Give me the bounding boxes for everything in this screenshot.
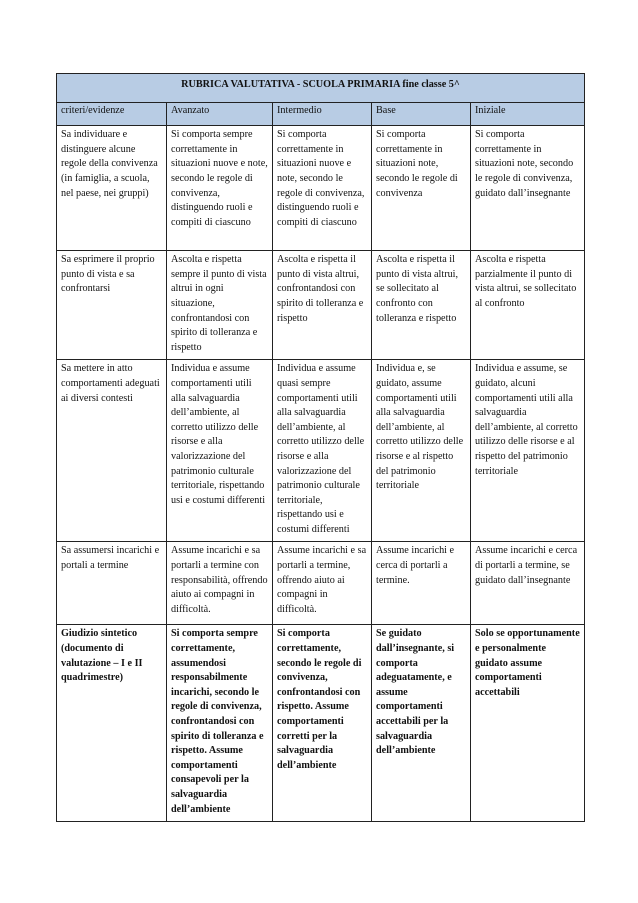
header-base: Base bbox=[372, 102, 471, 126]
base-cell: Individua e, se guidato, assume comportamenti utili alla salvaguardia dell’ambiente, al corretto utilizzo delle risorse e al rispetto del patrimonio territoriale bbox=[372, 360, 471, 542]
rubric-table bbox=[56, 73, 585, 822]
avanzato-cell: Assume incarichi e sa portarli a termine con responsabilità, offrendo aiuto ai compagni in difficoltà. bbox=[167, 542, 273, 625]
iniziale-cell: Si comporta correttamente in situazioni note, secondo le regole di convivenza, guidato dall’insegnante bbox=[471, 126, 585, 251]
table-row bbox=[57, 126, 585, 251]
table-row bbox=[57, 542, 585, 625]
intermedio-cell: Si comporta correttamente, secondo le regole di convivenza, confrontandosi con rispetto. Assume comportamenti corretti per la salvaguardia dell’ambiente bbox=[273, 625, 372, 822]
header-avanzato: Avanzato bbox=[167, 102, 273, 126]
iniziale-cell: Solo se opportunamente e personalmente guidato assume comportamenti accettabili bbox=[471, 625, 585, 822]
avanzato-cell: Ascolta e rispetta sempre il punto di vista altrui in ogni situazione, confrontandosi con spirito di tolleranza e rispetto bbox=[167, 251, 273, 360]
criterion-cell: Sa esprimere il proprio punto di vista e sa confrontarsi bbox=[57, 251, 167, 360]
intermedio-cell: Ascolta e rispetta il punto di vista altrui, confrontandosi con spirito di tolleranza e rispetto bbox=[273, 251, 372, 360]
header-criteri: criteri/evidenze bbox=[57, 102, 167, 126]
criterion-cell: Giudizio sintetico (documento di valutazione – I e II quadrimestre) bbox=[57, 625, 167, 822]
table-title-row bbox=[57, 74, 585, 103]
avanzato-cell: Si comporta sempre correttamente, assumendosi responsabilmente incarichi, secondo le regole di convivenza, confrontandosi con spirito di tolleranza e rispetto. Assume comportamenti consapevoli per la salvaguardia dell’ambiente bbox=[167, 625, 273, 822]
table-title: RUBRICA VALUTATIVA - SCUOLA PRIMARIA fine classe 5^ bbox=[57, 74, 585, 103]
base-cell: Ascolta e rispetta il punto di vista altrui, se sollecitato al confronto con tolleranza e rispetto bbox=[372, 251, 471, 360]
table-row-giudizio bbox=[57, 625, 585, 822]
table-row bbox=[57, 251, 585, 360]
table-header-row bbox=[57, 102, 585, 126]
table-row bbox=[57, 360, 585, 542]
avanzato-cell: Si comporta sempre correttamente in situazioni nuove e note, secondo le regole di convivenza, distinguendo ruoli e compiti di ciascuno bbox=[167, 126, 273, 251]
base-cell: Assume incarichi e cerca di portarli a termine. bbox=[372, 542, 471, 625]
criterion-cell: Sa assumersi incarichi e portali a termine bbox=[57, 542, 167, 625]
base-cell: Se guidato dall’insegnante, si comporta adeguatamente, e assume comportamenti accettabili per la salvaguardia dell’ambiente bbox=[372, 625, 471, 822]
criterion-cell: Sa individuare e distinguere alcune regole della convivenza (in famiglia, a scuola, nel paese, nei gruppi) bbox=[57, 126, 167, 251]
intermedio-cell: Si comporta correttamente in situazioni nuove e note, secondo le regole di convivenza, distinguendo ruoli e compiti di ciascuno bbox=[273, 126, 372, 251]
header-iniziale: Iniziale bbox=[471, 102, 585, 126]
base-cell: Si comporta correttamente in situazioni note, secondo le regole di convivenza bbox=[372, 126, 471, 251]
intermedio-cell: Individua e assume quasi sempre comportamenti utili alla salvaguardia dell’ambiente, al corretto utilizzo delle risorse e alla valorizzazione del patrimonio culturale territoriale, rispettando usi e costumi differenti bbox=[273, 360, 372, 542]
iniziale-cell: Individua e assume, se guidato, alcuni comportamenti utili alla salvaguardia dell’ambiente, al corretto utilizzo delle risorse e al rispetto del patrimonio territoriale bbox=[471, 360, 585, 542]
avanzato-cell: Individua e assume comportamenti utili alla salvaguardia dell’ambiente, al corretto utilizzo delle risorse e alla valorizzazione del patrimonio culturale territoriale, rispettando usi e costumi differenti bbox=[167, 360, 273, 542]
intermedio-cell: Assume incarichi e sa portarli a termine, offrendo aiuto ai compagni in difficoltà. bbox=[273, 542, 372, 625]
header-intermedio: Intermedio bbox=[273, 102, 372, 126]
criterion-cell: Sa mettere in atto comportamenti adeguati ai diversi contesti bbox=[57, 360, 167, 542]
iniziale-cell: Ascolta e rispetta parzialmente il punto di vista altrui, se sollecitato al confronto bbox=[471, 251, 585, 360]
iniziale-cell: Assume incarichi e cerca di portarli a termine, se guidato dall’insegnante bbox=[471, 542, 585, 625]
